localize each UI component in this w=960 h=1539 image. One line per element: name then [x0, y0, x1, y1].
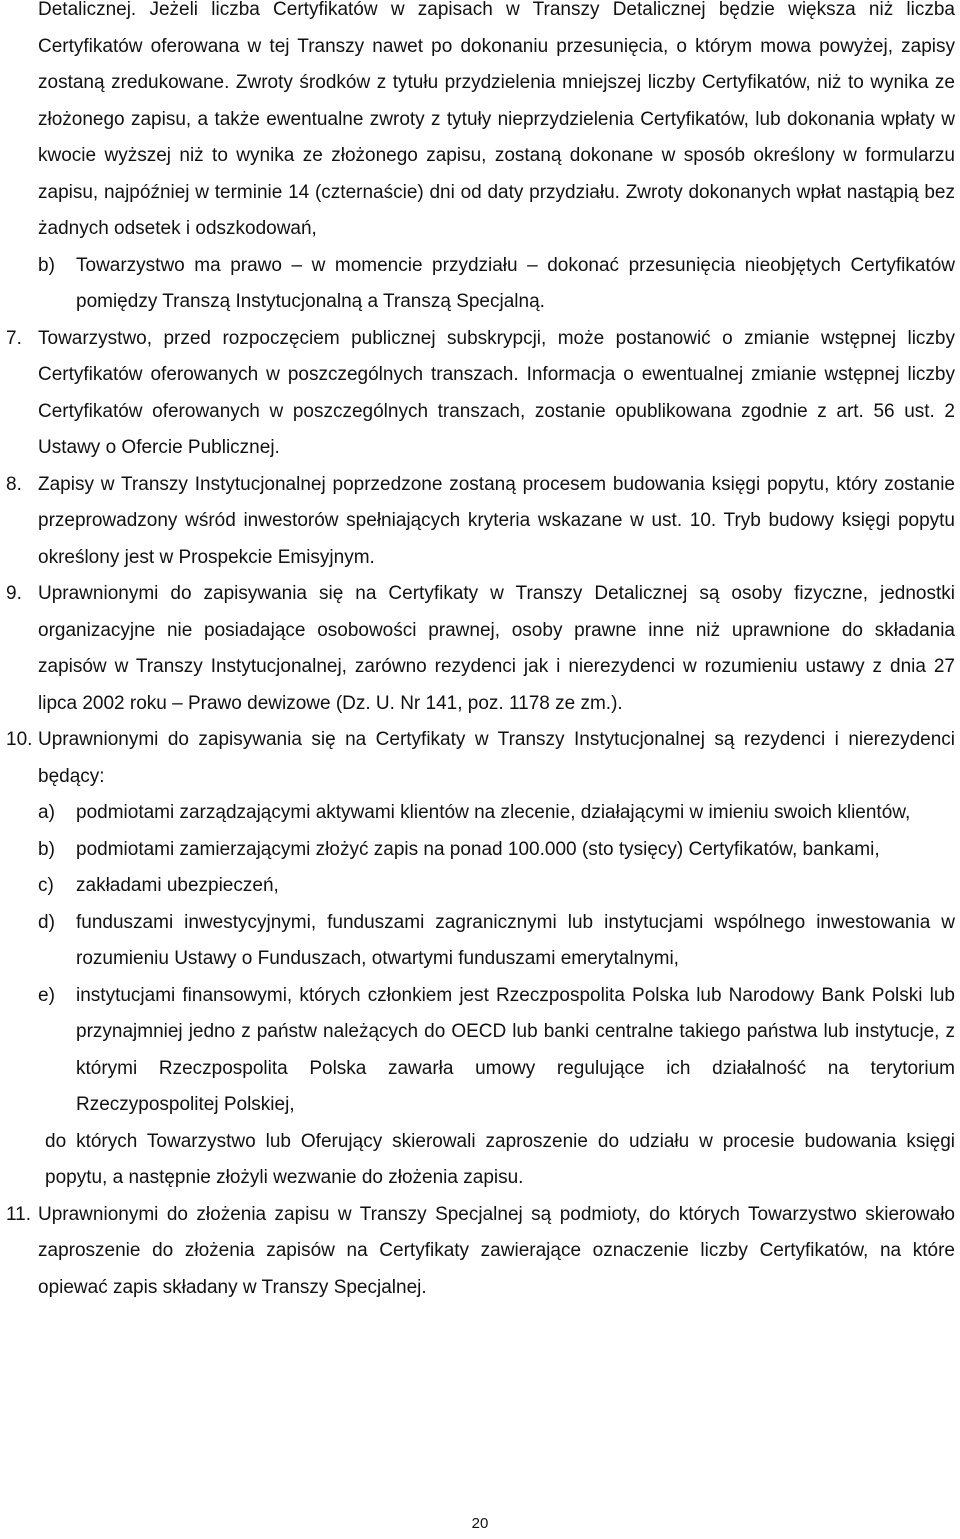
numbered-item-8 [0, 467, 960, 577]
item-text: Uprawnionymi do złożenia zapisu w Transzy Specjalnej są podmioty, do których Towarzystwo skierowało zaproszenie do złożenia zapisów na Certyfikaty zawierające oznaczenie liczby Certyfikatów, na które opiewać zapis składany w Transzy Specjalnej. [38, 1203, 955, 1298]
subitem-c [0, 868, 960, 905]
subitem-label: e) [38, 984, 55, 1006]
subitem-b [0, 832, 960, 869]
subitem-label: c) [38, 875, 54, 896]
page-number: 20 [471, 1515, 489, 1532]
item-number: 11. [6, 1203, 32, 1225]
intro-paragraph: Detalicznej. Jeżeli liczba Certyfikatów w zapisach w Transzy Detalicznej będzie większa niż liczba Certyfikatów oferowana w tej Transzy nawet po dokonaniu przesunięcia, o którym mowa powyżej, zapisy zostaną zredukowane. Zwroty środków z tytułu przydzielenia mniejszej liczby Certyfikatów, niż to wynika ze złożonego zapisu, a także ewentualne zwroty z tytuły nieprzydzielenia Certyfikatów, lub dokonania wpłaty w kwocie wyższej niż to wynika ze złożonego zapisu, zostaną dokonane w sposób określony w formularzu zapisu, najpóźniej w terminie 14 (czternaście) dni od daty przydziału. Zwroty dokonanych wpłat nastąpią bez żadnych odsetek i odszkodowań, [38, 0, 955, 239]
subitem-label: b) [38, 254, 55, 276]
item-text: Uprawnionymi do zapisywania się na Certyfikaty w Transzy Instytucjonalnej są rezydenci i nierezydenci będący: [38, 729, 955, 787]
numbered-item-10 [0, 722, 960, 795]
item-number: 7. [6, 327, 22, 349]
item-number: 8. [6, 473, 22, 495]
subitem-label: d) [38, 911, 55, 933]
subitem-a [0, 795, 960, 832]
subitem-text: Towarzystwo ma prawo – w momencie przydziału – dokonać przesunięcia nieobjętych Certyfikatów pomiędzy Transzą Instytucjonalną a Transzą Specjalną. [76, 254, 955, 312]
item-text: Zapisy w Transzy Instytucjonalnej poprzedzone zostaną procesem budowania księgi popytu, który zostanie przeprowadzony wśród inwestorów spełniających kryteria wskazane w ust. 10. Tryb budowy księgi popytu określony jest w Prospekcie Emisyjnym. [38, 473, 955, 568]
intro-subitem-b [0, 248, 960, 321]
numbered-item-7 [0, 321, 960, 467]
item-text: Uprawnionymi do zapisywania się na Certyfikaty w Transzy Detalicznej są osoby fizyczne, jednostki organizacyjne nie posiadające osobowości prawnej, osoby prawne inne niż uprawnione do składania zapisów w Transzy Instytucjonalnej, zarówno rezydenci jak i nierezydenci w rozumieniu ustawy z dnia 27 lipca 2002 roku – Prawo dewizowe (Dz. U. Nr 141, poz. 1178 ze zm.). [38, 583, 955, 714]
subitem-text: podmiotami zarządzającymi aktywami klientów na zlecenie, działającymi w imieniu swoich klientów, [76, 802, 911, 823]
subitem-text: podmiotami zamierzającymi złożyć zapis na ponad 100.000 (sto tysięcy) Certyfikatów, bankami, [76, 838, 880, 860]
subitem-label: b) [38, 838, 55, 860]
item-number: 10. [6, 729, 33, 750]
subitem-e [0, 978, 960, 1124]
subitem-text: funduszami inwestycyjnymi, funduszami zagranicznymi lub instytucjami wspólnego inwestowania w rozumieniu Ustawy o Funduszach, otwartymi funduszami emerytalnymi, [76, 911, 955, 969]
numbered-item-9 [0, 576, 960, 722]
subitem-label: a) [38, 802, 55, 823]
numbered-item-11 [0, 1197, 960, 1307]
item-text: Towarzystwo, przed rozpoczęciem publicznej subskrypcji, może postanowić o zmianie wstępnej liczby Certyfikatów oferowanych w poszczególnych transzach. Informacja o ewentualnej zmianie wstępnej liczby Certyfikatów oferowanych w poszczególnych transzach, zostanie opublikowana zgodnie z art. 56 ust. 2 Ustawy o Ofercie Publicznej. [38, 327, 955, 458]
subitem-d [0, 905, 960, 978]
subitem-text: zakładami ubezpieczeń, [76, 875, 279, 896]
item-number: 9. [6, 583, 22, 604]
closing-paragraph: do których Towarzystwo lub Oferujący skierowali zaproszenie do udziału w procesie budowania księgi popytu, a następnie złożyli wezwanie do złożenia zapisu. [45, 1130, 955, 1188]
subitem-text: instytucjami finansowymi, których członkiem jest Rzeczpospolita Polska lub Narodowy Bank Polski lub przynajmniej jedno z państw należących do OECD lub banki centralne takiego państwa lub instytucje, z którymi Rzeczpospolita Polska zawarła umowy regulujące ich działalność na terytorium Rzeczypospolitej Polskiej, [76, 984, 955, 1115]
